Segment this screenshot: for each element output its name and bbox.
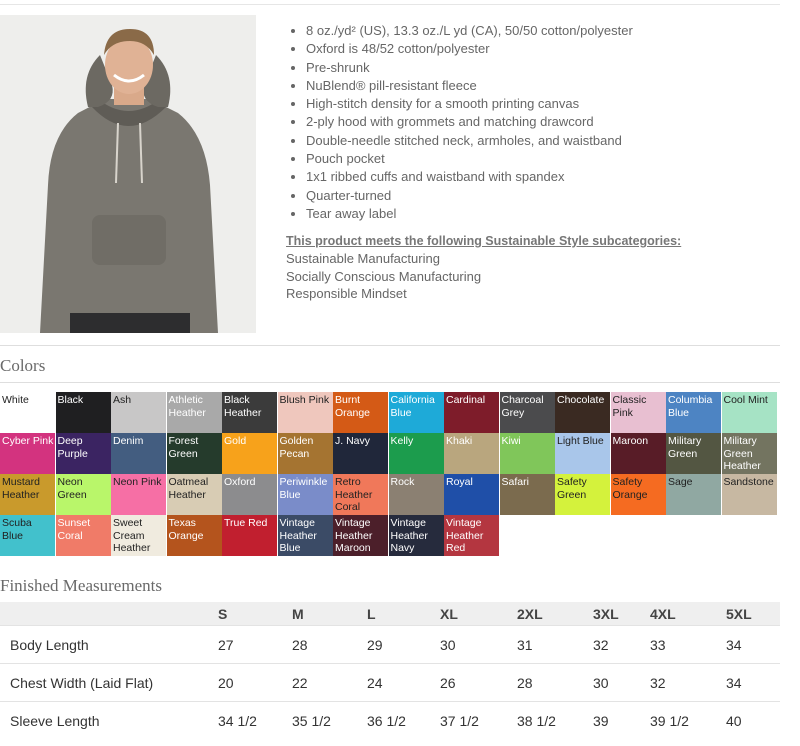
- color-swatch[interactable]: Athletic Heather: [167, 392, 222, 433]
- color-swatch[interactable]: Golden Pecan: [278, 433, 333, 474]
- color-swatch[interactable]: Vintage Heather Red: [444, 515, 499, 556]
- color-swatch[interactable]: Vintage Heather Blue: [278, 515, 333, 556]
- color-swatch[interactable]: Neon Pink: [111, 474, 166, 515]
- color-swatch[interactable]: Sweet Cream Heather: [111, 515, 166, 556]
- color-swatch[interactable]: Blush Pink: [278, 392, 333, 433]
- row-label: Body Length: [0, 626, 218, 664]
- feature-list: [286, 22, 633, 223]
- measurements-title: Finished Measurements: [0, 576, 162, 595]
- color-swatch[interactable]: Black: [56, 392, 111, 433]
- measurement-cell: 34: [726, 626, 780, 664]
- measurement-cell: 37 1/2: [440, 702, 517, 740]
- color-swatch[interactable]: Cyber Pink: [0, 433, 55, 474]
- color-swatch[interactable]: Denim: [111, 433, 166, 474]
- size-header: S: [218, 602, 292, 626]
- colors-title: Colors: [0, 356, 46, 375]
- size-header: XL: [440, 602, 517, 626]
- size-header: 2XL: [517, 602, 593, 626]
- size-header: 4XL: [650, 602, 726, 626]
- row-label: Sleeve Length: [0, 702, 218, 740]
- color-swatch[interactable]: Royal: [444, 474, 499, 515]
- measurement-cell: 27: [218, 626, 292, 664]
- measurement-cell: 38 1/2: [517, 702, 593, 740]
- color-swatch[interactable]: Texas Orange: [167, 515, 222, 556]
- color-swatch[interactable]: Safety Green: [555, 474, 610, 515]
- measurement-cell: 33: [650, 626, 726, 664]
- measurement-cell: 32: [650, 664, 726, 702]
- color-swatch[interactable]: Sage: [666, 474, 721, 515]
- color-swatch[interactable]: True Red: [222, 515, 277, 556]
- color-swatch[interactable]: Forest Green: [167, 433, 222, 474]
- top-divider: [0, 4, 780, 5]
- measurement-cell: 35 1/2: [292, 702, 367, 740]
- color-swatch[interactable]: Deep Purple: [56, 433, 111, 474]
- sustainable-item: Sustainable Manufacturing: [286, 251, 440, 266]
- color-swatch[interactable]: Classic Pink: [611, 392, 666, 433]
- feature-item: • Quarter-turned: [306, 187, 633, 205]
- section-divider: [0, 345, 780, 346]
- size-header: 5XL: [726, 602, 780, 626]
- feature-item: • Pre-shrunk: [306, 59, 633, 77]
- measurement-cell: 29: [367, 626, 440, 664]
- measurement-cell: 24: [367, 664, 440, 702]
- table-row: [0, 664, 780, 702]
- color-swatch[interactable]: Military Green Heather: [722, 433, 777, 474]
- measurements-table: [0, 602, 780, 739]
- feature-item: • NuBlend® pill-resistant fleece: [306, 77, 633, 95]
- color-swatch[interactable]: White: [0, 392, 55, 433]
- measurement-cell: 31: [517, 626, 593, 664]
- measurement-cell: 22: [292, 664, 367, 702]
- color-swatch[interactable]: California Blue: [389, 392, 444, 433]
- measurement-cell: 40: [726, 702, 780, 740]
- measurement-cell: 34: [726, 664, 780, 702]
- measurement-cell: 28: [292, 626, 367, 664]
- measurement-cell: 26: [440, 664, 517, 702]
- color-swatch-grid: [0, 392, 776, 554]
- color-swatch[interactable]: Vintage Heather Maroon: [333, 515, 388, 556]
- measurement-cell: 30: [440, 626, 517, 664]
- measurement-cell: 39: [593, 702, 650, 740]
- feature-item: • Double-needle stitched neck, armholes, and waistband: [306, 132, 633, 150]
- color-swatch[interactable]: Oatmeal Heather: [167, 474, 222, 515]
- color-swatch[interactable]: Mustard Heather: [0, 474, 55, 515]
- color-swatch[interactable]: Khaki: [444, 433, 499, 474]
- measurement-cell: 36 1/2: [367, 702, 440, 740]
- color-swatch[interactable]: Oxford: [222, 474, 277, 515]
- measurement-cell: 39 1/2: [650, 702, 726, 740]
- color-swatch[interactable]: Neon Green: [56, 474, 111, 515]
- color-swatch[interactable]: Vintage Heather Navy: [389, 515, 444, 556]
- measurement-cell: 30: [593, 664, 650, 702]
- color-swatch[interactable]: Light Blue: [555, 433, 610, 474]
- sustainable-list: [286, 250, 481, 303]
- section-divider: [0, 382, 780, 383]
- color-swatch[interactable]: Sunset Coral: [56, 515, 111, 556]
- table-header-row: [0, 602, 780, 626]
- feature-item: • 8 oz./yd² (US), 13.3 oz./L yd (CA), 50/50 cotton/polyester: [306, 22, 633, 40]
- color-swatch[interactable]: Safety Orange: [611, 474, 666, 515]
- color-swatch[interactable]: Retro Heather Coral: [333, 474, 388, 515]
- color-swatch[interactable]: Safari: [500, 474, 555, 515]
- color-swatch[interactable]: Columbia Blue: [666, 392, 721, 433]
- feature-item: • High-stitch density for a smooth printing canvas: [306, 95, 633, 113]
- color-swatch[interactable]: Cool Mint: [722, 392, 777, 433]
- sustainable-item: Responsible Mindset: [286, 286, 407, 301]
- size-header: 3XL: [593, 602, 650, 626]
- feature-item: • Pouch pocket: [306, 150, 633, 168]
- color-swatch[interactable]: Maroon: [611, 433, 666, 474]
- color-swatch[interactable]: Sandstone: [722, 474, 777, 515]
- measurement-cell: 32: [593, 626, 650, 664]
- color-swatch[interactable]: Kelly: [389, 433, 444, 474]
- measurement-cell: 28: [517, 664, 593, 702]
- sustainable-item: Socially Conscious Manufacturing: [286, 268, 482, 284]
- product-photo: [0, 15, 256, 333]
- measurement-cell: 34 1/2: [218, 702, 292, 740]
- feature-item: • 2-ply hood with grommets and matching drawcord: [306, 113, 633, 131]
- color-swatch[interactable]: Burnt Orange: [333, 392, 388, 433]
- color-swatch[interactable]: Military Green: [666, 433, 721, 474]
- feature-item: • Oxford is 48/52 cotton/polyester: [306, 40, 633, 58]
- feature-item: • 1x1 ribbed cuffs and waistband with spandex: [306, 168, 633, 186]
- measurement-cell: 20: [218, 664, 292, 702]
- size-header: M: [292, 602, 367, 626]
- feature-item: • Tear away label: [306, 205, 633, 223]
- color-swatch[interactable]: Cardinal: [444, 392, 499, 433]
- color-swatch[interactable]: Gold: [222, 433, 277, 474]
- color-swatch[interactable]: Periwinkle Blue: [278, 474, 333, 515]
- sustainable-heading: This product meets the following Sustainable Style subcategories:: [286, 234, 682, 248]
- header-cell: [0, 602, 218, 626]
- color-swatch[interactable]: Ash: [111, 392, 166, 433]
- color-swatch[interactable]: Scuba Blue: [0, 515, 55, 556]
- color-swatch[interactable]: J. Navy: [333, 433, 388, 474]
- color-swatch[interactable]: Rock: [389, 474, 444, 515]
- color-swatch[interactable]: Charcoal Grey: [500, 392, 555, 433]
- color-swatch[interactable]: Black Heather: [222, 392, 277, 433]
- table-row: [0, 702, 780, 740]
- row-label: Chest Width (Laid Flat): [0, 664, 218, 702]
- size-header: L: [367, 602, 440, 626]
- color-swatch[interactable]: Kiwi: [500, 433, 555, 474]
- table-row: [0, 626, 780, 664]
- color-swatch[interactable]: Chocolate: [555, 392, 610, 433]
